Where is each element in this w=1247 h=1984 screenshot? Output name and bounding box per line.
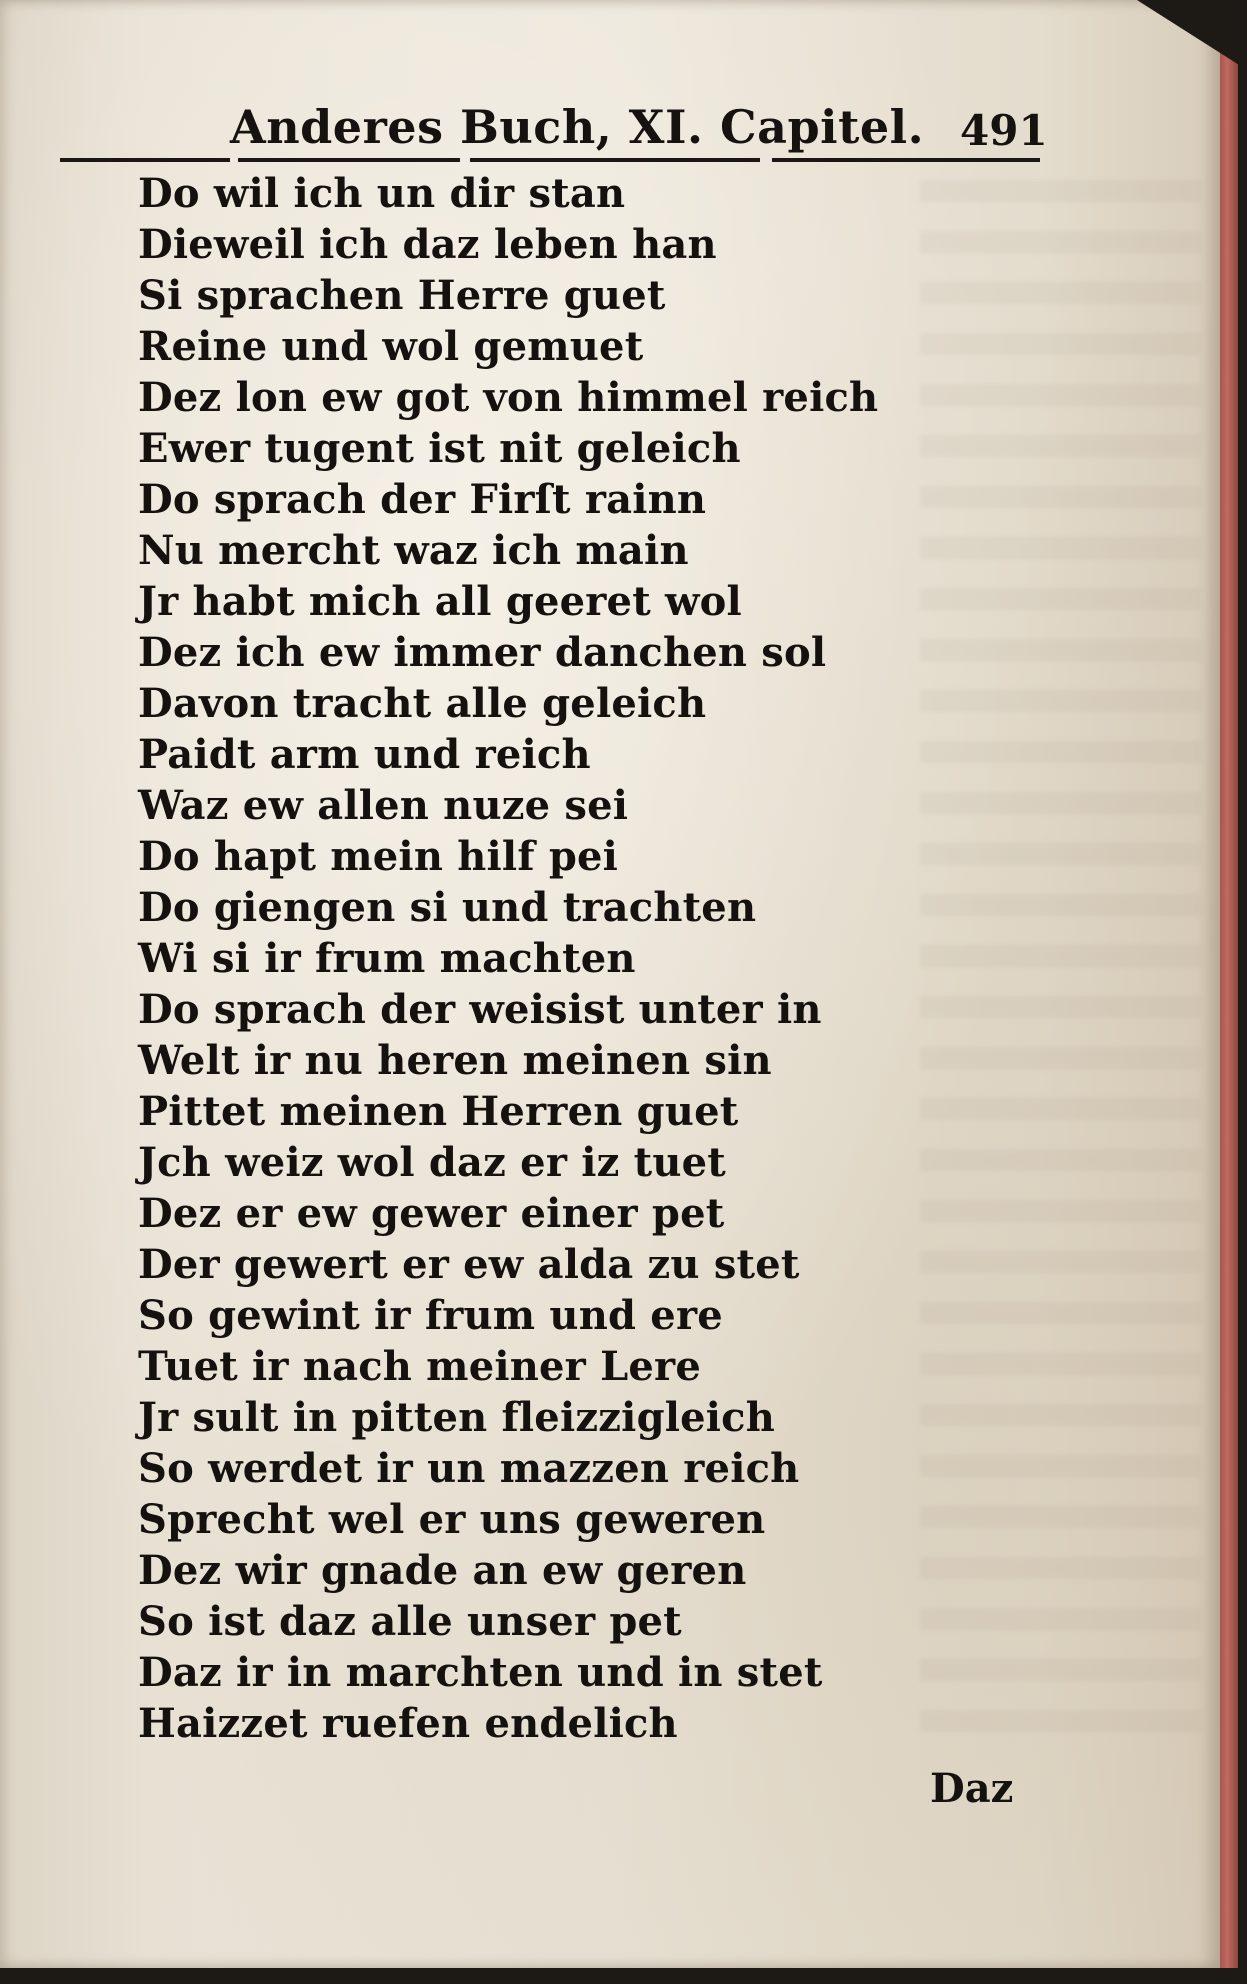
verse-line: Jr habt mich all geeret wol (138, 578, 742, 625)
verse-line: Do sprach der weisist unter in (138, 986, 822, 1033)
page-number: 491 (960, 106, 1048, 155)
verse-line: Haizzet ruefen endelich (138, 1700, 678, 1747)
verse-line: Wi si ir frum machten (138, 935, 636, 982)
verse-line: Waz ew allen nuze sei (138, 782, 629, 829)
verse-line: Jch weiz wol daz er iz tuet (138, 1139, 726, 1186)
verse-block (138, 168, 898, 1749)
verse-line: Davon tracht alle geleich (138, 680, 707, 727)
verse-line: Ewer tugent ist nit geleich (138, 425, 741, 472)
verse-line: Do giengen si und trachten (138, 884, 757, 931)
verse-line: Welt ir nu heren meinen sin (138, 1037, 772, 1084)
verse-line: Sprecht wel er uns geweren (138, 1496, 766, 1543)
verse-line: Paidt arm und reich (138, 731, 591, 778)
verse-line: Nu mercht waz ich main (138, 527, 689, 574)
verse-line: Dez ich ew immer danchen sol (138, 629, 827, 676)
verse-line: Pittet meinen Herren guet (138, 1088, 739, 1135)
verse-line: So gewint ir frum und ere (138, 1292, 723, 1339)
verse-line: Do sprach der Firſt rainn (138, 476, 707, 523)
verse-line: Dez lon ew got von himmel reich (138, 374, 879, 421)
verse-line: Der gewert er ew alda zu stet (138, 1241, 800, 1288)
verse-line: So ist daz alle unser pet (138, 1598, 682, 1645)
verse-line: Jr sult in pitten fleizzigleich (138, 1394, 776, 1441)
page-corner (1137, 0, 1247, 70)
verse-line: Do wil ich un dir stan (138, 170, 626, 217)
verse-line: Dieweil ich daz leben han (138, 221, 717, 268)
verse-line: So werdet ir un mazzen reich (138, 1445, 800, 1492)
verse-line: Dez er ew gewer einer pet (138, 1190, 725, 1237)
header-rule (60, 158, 1040, 162)
show-through-text (920, 180, 1200, 1760)
red-page-edge (1220, 10, 1238, 1968)
verse-line: Tuet ir nach meiner Lere (138, 1343, 701, 1390)
running-head: Anderes Buch, XI. Capitel. (230, 100, 925, 154)
verse-line: Si sprachen Herre guet (138, 272, 666, 319)
verse-line: Dez wir gnade an ew geren (138, 1547, 747, 1594)
catchword: Daz (930, 1765, 1014, 1812)
verse-line: Reine und wol gemuet (138, 323, 644, 370)
verse-line: Do hapt mein hilf pei (138, 833, 619, 880)
verse-line: Daz ir in marchten und in stet (138, 1649, 823, 1696)
page-header (60, 100, 1048, 170)
